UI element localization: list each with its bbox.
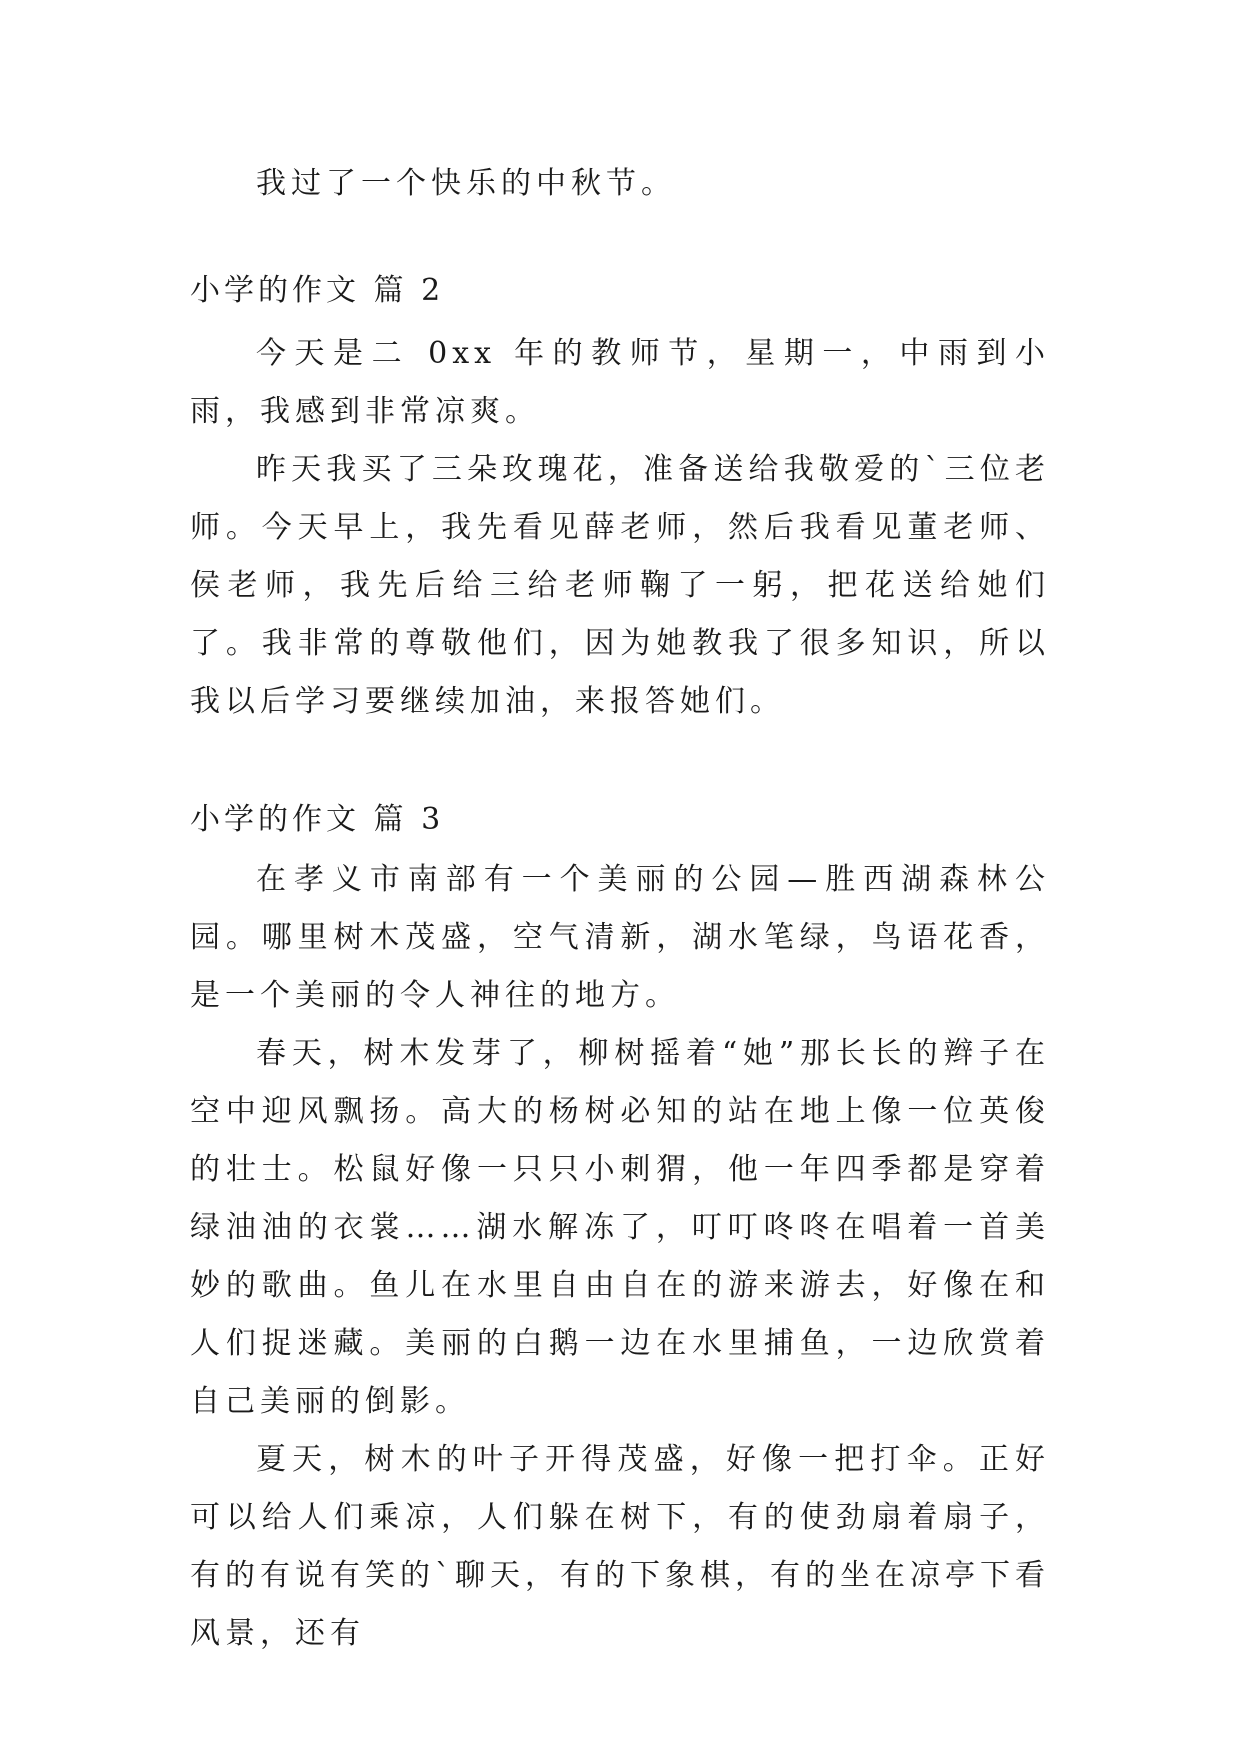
section-2-body [190,325,1050,731]
section-2-paragraph-1: 今天是二 0xx 年的教师节，星期一，中雨到小雨，我感到非常凉爽。 [190,336,1050,429]
section-2-paragraph-2: 昨天我买了三朵玫瑰花，准备送给我敬爱的`三位老师。今天早上，我先看见薛老师，然后我看见董老师、侯老师，我先后给三给老师鞠了一躬，把花送给她们了。我非常的尊敬他们，因为她教我了很多知识，所以我以后学习要继续加油，来报答她们。 [190,452,1050,719]
section-2-title: 小学的作文 篇 2 [190,273,445,308]
section-3-body [190,851,1050,1663]
intro-paragraph: 我过了一个快乐的中秋节。 [256,166,676,201]
section-3-paragraph-2: 春天，树木发芽了，柳树摇着“她”那长长的辫子在空中迎风飘扬。高大的杨树必知的站在地上像一位英俊的壮士。松鼠好像一只只小刺猬，他一年四季都是穿着绿油油的衣裳……湖水解冻了，叮叮咚咚在唱着一首美妙的歌曲。鱼儿在水里自由自在的游来游去，好像在和人们捉迷藏。美丽的白鹅一边在水里捕鱼，一边欣赏着自己美丽的倒影。 [190,1036,1050,1419]
section-3-paragraph-3: 夏天，树木的叶子开得茂盛，好像一把打伞。正好可以给人们乘凉，人们躲在树下，有的使劲扇着扇子，有的有说有笑的`聊天，有的下象棋，有的坐在凉亭下看风景，还有 [190,1442,1050,1651]
intro-block [190,155,1050,213]
section-3-paragraph-1: 在孝义市南部有一个美丽的公园—胜西湖森林公园。哪里树木茂盛，空气清新，湖水笔绿，鸟语花香，是一个美丽的令人神往的地方。 [190,862,1050,1013]
section-3-title: 小学的作文 篇 3 [190,802,445,837]
